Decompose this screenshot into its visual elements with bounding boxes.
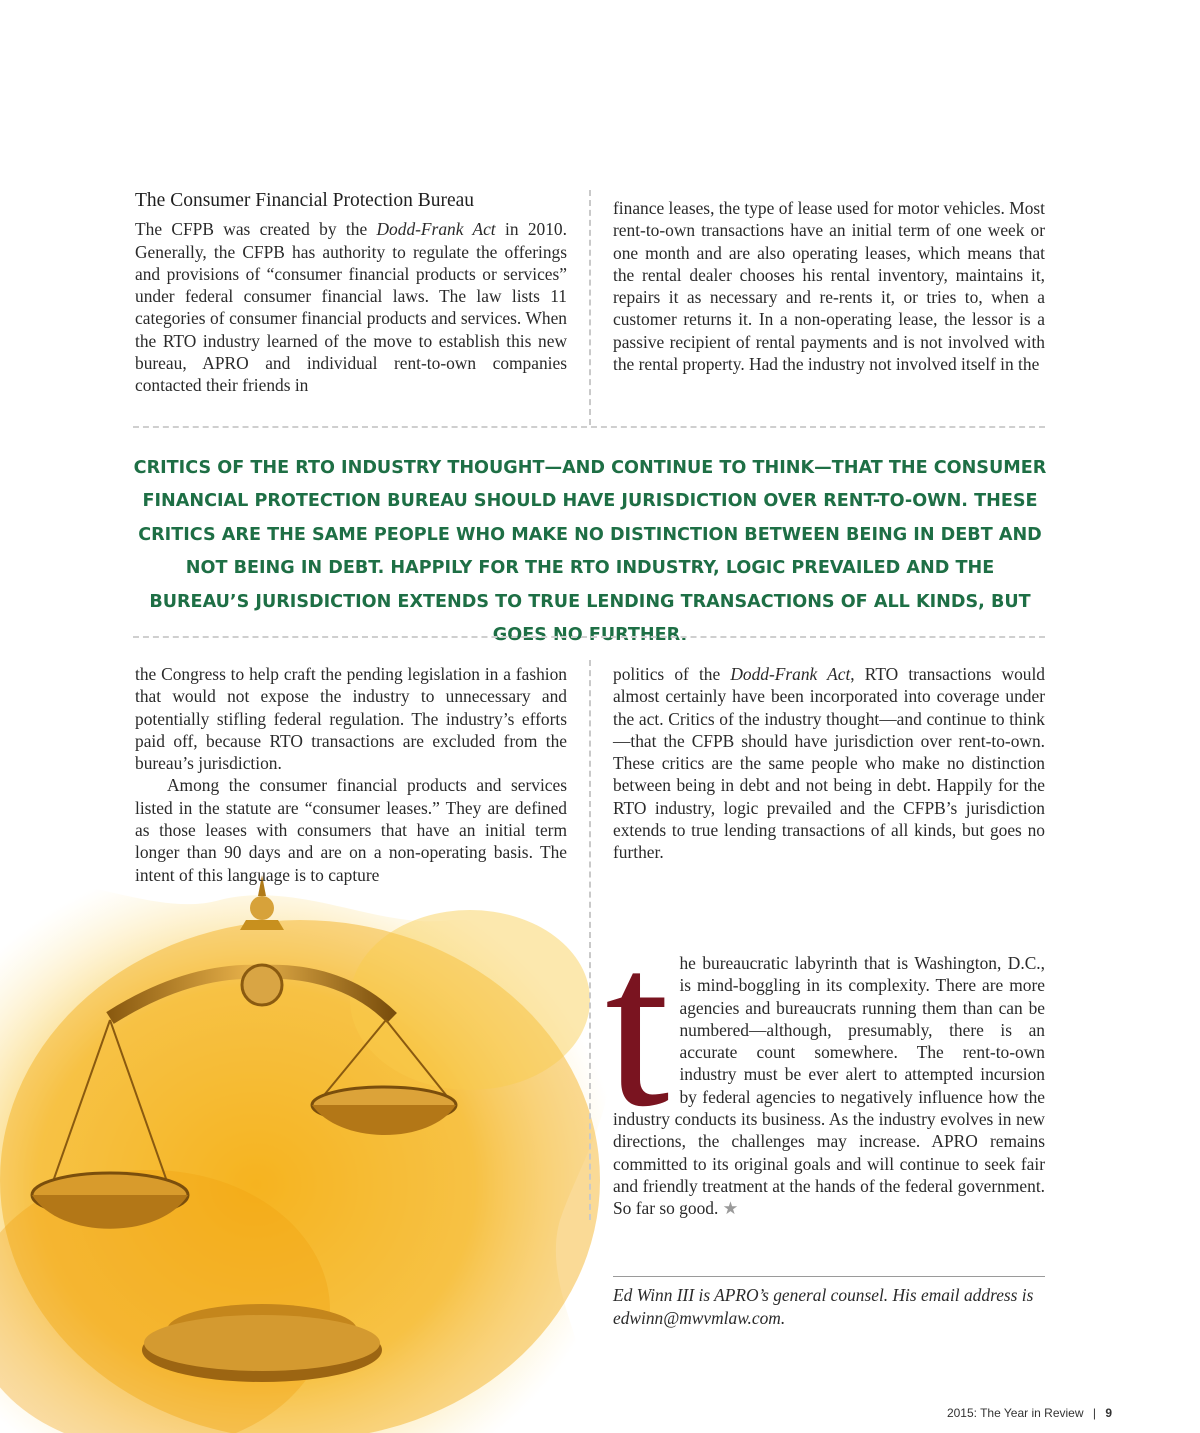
column-divider <box>589 190 591 425</box>
pull-quote: CRITICS OF THE RTO INDUSTRY THOUGHT—AND CONTINUE TO THINK—THAT THE CONSUMER FINANCIAL PROTECTION BUREAU SHOULD HAVE JURISDICTION OVER RENT-TO-OWN. THESE CRITICS ARE THE SAME PEOPLE WHO MAKE NO DISTINCTION BETWEEN BEING IN DEBT AND NOT BEING IN DEBT. HAPPILY FOR THE RTO INDUSTRY, LOGIC PREVAILED AND THE BUREAU’S JURISDICTION EXTENDS TO TRUE LENDING TRANSACTIONS OF ALL KINDS, BUT GOES NO FURTHER. <box>133 458 1047 646</box>
paragraph <box>613 663 1045 864</box>
page-number: 9 <box>1105 1406 1112 1420</box>
paragraph <box>135 218 567 396</box>
text-span: in 2010. Generally, the CFPB has authority to regulate the offerings and provisions of “consumer financial products or services” under federal consumer financial laws. The law lists 11 categories of consumer financial products and services. When the RTO industry learned of the move to establish this new bureau, APRO and individual rent-to-own companies contacted their friends in <box>135 219 567 396</box>
paragraph: the Congress to help craft the pending legislation in a fashion that would not expose the industry to unnecessary and potentially stifling federal regulation. The industry’s efforts paid off, because RTO transactions are excluded from the bureau’s jurisdiction. <box>135 664 567 774</box>
paragraph: finance leases, the type of lease used for motor vehicles. Most rent-to-own transactions have an initial term of one week or one month and are also operating leases, which means that the rental dealer chooses his rental inventory, maintains it, repairs it as necessary and re-rents it, or tries to, when a customer returns it. In a non-operating lease, the lessor is a passive recipient of rental payments and is not involved with the rental property. Had the industry not involved itself in the <box>613 198 1045 375</box>
column-2-bottom <box>613 663 1045 864</box>
watercolor-blot <box>350 910 590 1090</box>
text-span: , RTO transactions would almost certainly have been incorporated into coverage under the act. Critics of the industry thought—and continue to think—that the CFPB should have jurisdiction over rent-to-own. These critics are the same people who make no distinction between being in debt and not being in debt. Happily for the RTO industry, logic prevailed and the CFPB’s jurisdiction extends to true lending transactions of all kinds, but goes no further. <box>613 664 1045 863</box>
column-1-top <box>135 190 567 397</box>
paragraph: Among the consumer financial products and services listed in the statute are “consumer leases.” They are defined as those leases with consumers that have an initial term longer than 90 days and are on a non-operating basis. The intent of this language is to capture <box>135 775 567 885</box>
scales-of-justice-illustration <box>0 860 620 1433</box>
column-divider <box>589 660 591 1220</box>
text-span: he bureaucratic labyrinth that is Washington, D.C., is mind-boggling in its complexity. There are more agencies and bureaucrats running them than can be numbered—although, presumably, there is an accurate count somewhere. The rent-to-own industry must be ever alert to attempted incursion by federal agencies to negatively influence how the industry conducts its business. As the industry evolves in new directions, the challenges may increase. APRO remains committed to its original goals and will continue to seek fair and friendly treatment at the hands of the federal government. So far so good. <box>613 953 1045 1219</box>
act-title: Dodd-Frank Act <box>730 664 851 684</box>
drop-cap: t <box>605 898 670 1155</box>
text-span: The CFPB was created by the <box>135 219 377 240</box>
closing-paragraph <box>605 898 1045 1220</box>
closing-section <box>605 898 1045 1220</box>
star-icon: ★ <box>722 1198 739 1219</box>
pull-quote-rule-bottom <box>133 636 1045 638</box>
publication-title: 2015: The Year in Review <box>946 1406 1084 1420</box>
text-span: politics of the <box>613 664 731 684</box>
pull-quote-rule-top <box>133 426 1045 428</box>
page-footer-text <box>947 1406 1112 1420</box>
act-title: Dodd-Frank Act <box>376 219 496 240</box>
section-heading: The Consumer Financial Protection Bureau <box>135 190 475 211</box>
byline-rule <box>613 1276 1045 1277</box>
author-byline: Ed Winn III is APRO’s general counsel. His email address is edwinn@mwvmlaw.com. <box>613 1285 1034 1328</box>
column-1-bottom <box>135 663 567 886</box>
footer-separator: | <box>1092 1406 1096 1420</box>
column-2-top <box>613 197 1045 375</box>
